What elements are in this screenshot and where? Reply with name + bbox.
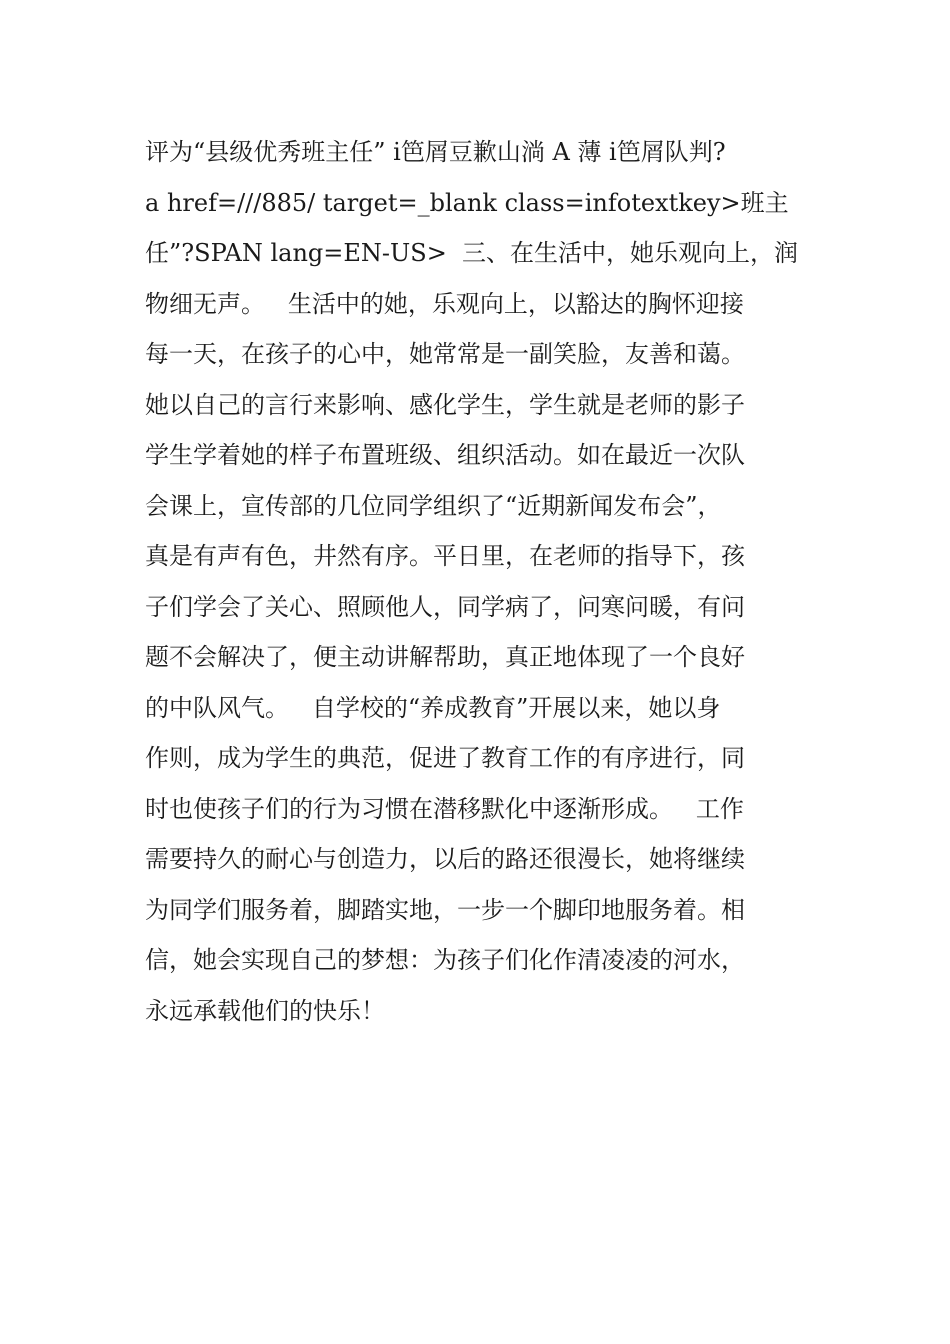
text-line: a href=///885/ target=_blank class=infotextkey>班主 <box>145 188 789 217</box>
text-line: 需要持久的耐心与创造力，以后的路还很漫长，她将继续 <box>145 845 745 873</box>
text-line: 真是有声有色，井然有序。平日里，在老师的指导下，孩 <box>145 542 745 570</box>
text-line: 为同学们服务着，脚踏实地，一步一个脚印地服务着。相 <box>145 895 745 924</box>
text-line: 她以自己的言行来影响、感化学生，学生就是老师的影子 <box>145 390 745 419</box>
body-text <box>145 127 815 1036</box>
text-line: 作则，成为学生的典范，促进了教育工作的有序进行，同 <box>145 744 745 772</box>
text-line: 物细无声。 生活中的她，乐观向上，以豁达的胸怀迎接 <box>145 289 744 318</box>
text-line: 题不会解决了，便主动讲解帮助，真正地体现了一个良好 <box>145 643 745 671</box>
text-line: 每一天，在孩子的心中，她常常是一副笑脸，友善和蔼。 <box>145 340 745 368</box>
text-line: 子们学会了关心、照顾他人，同学病了，问寒问暖，有问 <box>145 592 745 621</box>
text-line: 时也使孩子们的行为习惯在潜移默化中逐渐形成。 工作 <box>145 794 744 823</box>
text-line: 信，她会实现自己的梦想：为孩子们化作清凌凌的河水， <box>145 946 745 974</box>
text-line: 会课上，宣传部的几位同学组织了“近期新闻发布会”， <box>145 491 722 520</box>
text-line: 任”?SPAN lang=EN-US> 三、在生活中，她乐观向上，润 <box>145 239 799 267</box>
text-line: 学生学着她的样子布置班级、组织活动。如在最近一次队 <box>145 441 745 469</box>
text-line: 评为“县级优秀班主任” i笆屑豆歉山淌 A 薄 i笆屑队判? <box>145 138 726 166</box>
text-line: 的中队风气。 自学校的“养成教育”开展以来，她以身 <box>145 693 721 722</box>
text-line: 永远承载他们的快乐！ <box>145 996 385 1025</box>
